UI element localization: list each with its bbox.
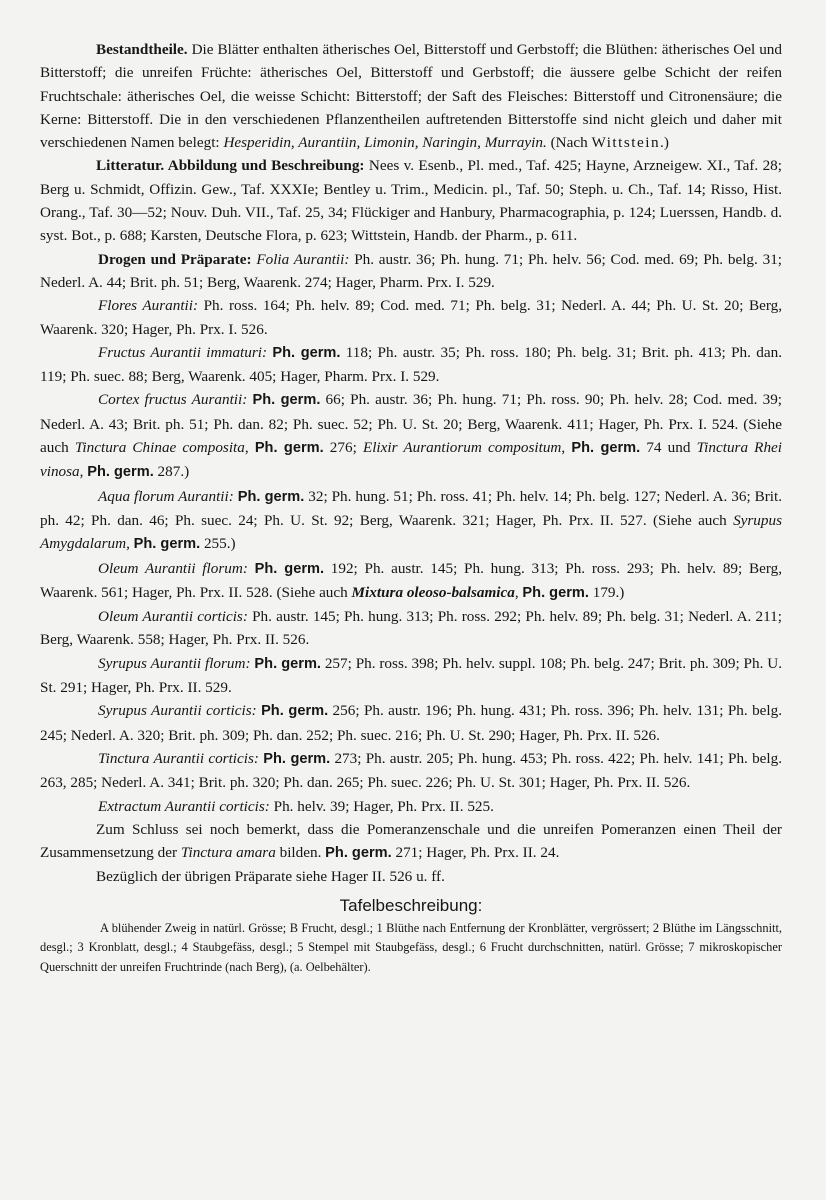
schluss-text: 271; Hager, Ph. Prx. II. 24. — [391, 844, 560, 862]
drogen-entry-aqua: Aqua florum Aurantii: Ph. germ. 32; Ph. hung. 51; Ph. ross. 41; Ph. helv. 14; Ph. belg. 127; Nederl. A. 36; Brit. ph. 42; Ph. dan. 46; Ph. suec. 24; Ph. U. St. 92; Berg, Waarenk. 321; Hager, Ph. Prx. II. 527. (Siehe auch Syrupus Amygdalarum, Ph. germ. 255.) — [40, 487, 783, 553]
entry-name: Fructus Aurantii immaturi: — [98, 343, 268, 361]
cross-ref: Tinctura Rhei vinosa — [40, 439, 783, 481]
ph-germ-label: Ph. germ. — [263, 750, 331, 767]
entry-text: 257; Ph. ross. 398; Ph. helv. suppl. 108; Ph. belg. 247; Brit. ph. 309; Ph. U. St. 291; Hager, Ph. Prx. II. 529. — [40, 654, 783, 697]
entry-name: Syrupus Aurantii florum: — [98, 654, 251, 672]
entry-text: 74 und — [640, 439, 697, 457]
ph-germ-label: Ph. germ. — [254, 655, 321, 672]
litteratur-heading: Litteratur. Abbildung und Beschreibung: — [96, 157, 365, 175]
tafel-heading: Tafelbeschreibung: — [339, 895, 483, 915]
drogen-entry-tinctura — [40, 747, 782, 795]
ph-germ-label: Ph. germ. — [87, 464, 154, 481]
ph-germ-label: Ph. germ. — [272, 344, 341, 361]
entry-name: Oleum Aurantii corticis: — [98, 608, 248, 626]
schluss-text: Zum Schluss sei noch bemerkt, dass die Pomeranzenschale und die unreifen Pomeranzen einen Theil der Zusammensetzung der — [40, 820, 782, 862]
entry-name: Cortex fructus Aurantii: — [98, 391, 248, 409]
ph-germ-label: Ph. germ. — [522, 584, 589, 601]
entry-text: 66; Ph. austr. 36; Ph. hung. 71; Ph. ross. 90; Ph. helv. 28; Cod. med. 39; Nederl. A. 43; Brit. ph. 51; Ph. dan. 82; Ph. suec. 52; Ph. U. St. 20; Berg, Waarenk. 411; Hager, Ph. Prx. I. 524. (Siehe auch — [40, 391, 783, 457]
entry-text: Ph. ross. 164; Ph. helv. 89; Cod. med. 71; Ph. belg. 31; Nederl. A. 44; Ph. U. St. 20; Berg, Waarenk. 320; Hager, Ph. Prx. I. 526. — [40, 297, 783, 338]
litteratur-text: Nees v. Esenb., Pl. med., Taf. 425; Hayne, Arzneigew. XI., Taf. 28; Berg u. Schmidt, Offizin. Gew., Taf. XXXIe; Bentley u. Trim., Medicin. pl., Taf. 50; Steph. u. Ch., Taf. 14; Risso, Hist. Orang., Taf. 30—52; Nouv. Duh. VII., Taf. 25, 34; Flückiger and Hanbury, Pharmacographia, p. 124; Luerssen, Handb. d. syst. Bot., p. 688; Karsten, Deutsche Flora, p. 623; Wittstein, Handb. der Pharm., p. 611. — [40, 157, 782, 245]
entry-text: 179.) — [588, 583, 625, 601]
entry-text: Ph. helv. 39; Hager, Ph. Prx. II. 525. — [269, 797, 494, 815]
drogen-entry-oleum-florum: Oleum Aurantii florum: Ph. germ. 192; Ph. austr. 145; Ph. hung. 313; Ph. ross. 293; Ph. helv. 89; Berg, Waarenk. 561; Hager, Ph. Prx. II. 528. (Siehe auch Mixtura oleoso-balsamica, Ph. germ. 179.) — [40, 559, 782, 601]
bitterstoff-names: Hesperidin, Aurantiin, Limonin, Naringin, Murrayin. — [223, 134, 547, 152]
drogen-entry-syrupus-corticis — [40, 699, 782, 747]
bestandtheile-paragraph — [40, 38, 782, 154]
entry-name: Tinctura Aurantii corticis: — [98, 749, 259, 767]
litteratur-paragraph — [40, 154, 782, 247]
ph-germ-label: Ph. germ. — [261, 703, 329, 720]
entry-name: Flores Aurantii: — [98, 297, 199, 315]
entry-text: 287.) — [153, 463, 190, 481]
drogen-entry-extractum — [40, 795, 782, 818]
entry-text: Ph. austr. 145; Ph. hung. 313; Ph. ross. 292; Ph. helv. 89; Ph. belg. 31; Nederl. A. 211; Berg, Waarenk. 558; Hager, Ph. Prx. II. 526. — [40, 608, 782, 649]
tafel-caption: A blühender Zweig in natürl. Grösse; B Frucht, desgl.; 1 Blüthe nach Entfernung der Kronblätter, vergrössert; 2 Blüthe im Längsschnitt, desgl.; 3 Kronblatt, desgl.; 4 Staubgefäss, desgl.; 5 Stempel mit Staubgefäss, desgl.; 6 Frucht durchschnitten, natürl. Grösse; 7 mikroskopischer Querschnitt der unreifen Fruchtrinde (nach Berg), (a. Oelbehälter). — [40, 920, 782, 974]
drogen-heading: Drogen und Präparate: — [98, 250, 252, 268]
ph-germ-label: Ph. germ. — [325, 845, 392, 862]
cross-ref: Tinctura Chinae composita — [74, 439, 245, 457]
source-author: Wittstein — [591, 134, 661, 152]
entry-text: Ph. austr. 36; Ph. hung. 71; Ph. helv. 56; Cod. med. 69; Ph. belg. 31; Nederl. A. 44; Brit. ph. 51; Berg, Waarenk. 274; Hager, Pharm. Prx. I. 529. — [40, 250, 783, 291]
cross-ref: Syrupus Amygdalarum — [40, 511, 782, 553]
schluss-text: bilden. — [275, 844, 326, 862]
entry-name: Syrupus Aurantii corticis: — [98, 702, 257, 720]
entry-text: 273; Ph. austr. 205; Ph. hung. 453; Ph. ross. 422; Ph. helv. 141; Ph. belg. 263, 285; Nederl. A. 341; Brit. ph. 320; Ph. dan. 265; Ph. suec. 226; Ph. U. St. 301; Hager, Ph. Prx. II. 526. — [40, 749, 783, 792]
source-prefix: (Nach — [546, 134, 592, 152]
drogen-entry-syrupus-florum — [40, 652, 782, 700]
entry-text: 256; Ph. austr. 196; Ph. hung. 431; Ph. ross. 396; Ph. helv. 131; Ph. belg. 245; Nederl. A. 320; Brit. ph. 309; Ph. dan. 252; Ph. suec. 216; Ph. U. St. 290; Hager, Ph. Prx. II. 526. — [40, 702, 783, 744]
ph-germ-label: Ph. germ. — [571, 440, 641, 457]
bestandtheile-heading: Bestandtheile. — [96, 41, 188, 58]
entry-name: Aqua florum Aurantii: — [98, 487, 234, 505]
drogen-entry-oleum-corticis — [40, 605, 782, 652]
entry-text: 118; Ph. austr. 35; Ph. ross. 180; Ph. belg. 31; Brit. ph. 413; Ph. dan. 119; Ph. suec. 88; Berg, Waarenk. 405; Hager, Pharm. Prx. I. 529. — [40, 343, 782, 386]
uebrige-paragraph: Bezüglich der übrigen Präparate siehe Hager II. 526 u. ff. — [96, 868, 445, 886]
schluss-paragraph — [40, 818, 782, 866]
entry-name: Extractum Aurantii corticis: — [98, 797, 270, 815]
ph-germ-label: Ph. germ. — [252, 392, 321, 409]
drogen-entry-fructus — [40, 341, 782, 389]
entry-text: 255.) — [200, 535, 236, 553]
source-suffix: .) — [660, 134, 669, 152]
cross-ref: Tinctura amara — [180, 844, 276, 862]
bestandtheile-text: Die Blätter enthalten ätherisches Oel, Bitterstoff und Gerbstoff; die Blüthen: ätherisches Oel und Bitterstoff; die unreifen Früchte: ätherisches Oel, Bitterstoff und Gerbstoff; die äussere gelbe Schicht der reifen Fruchtschale: ätherisches Oel, die weisse Schicht: Bitterstoff; der Saft des Fleisches: Bitterstoff und Citronensäure; die Kerne: Bitterstoff. Die in den verschiedenen Pflanzentheilen auftretenden Bitterstoffe sind nicht gleich und daher mit verschiedenen Namen belegt: — [40, 41, 782, 152]
drogen-entry-cortex: Cortex fructus Aurantii: Ph. germ. 66; Ph. austr. 36; Ph. hung. 71; Ph. ross. 90; Ph. helv. 28; Cod. med. 39; Nederl. A. 43; Brit. ph. 51; Ph. dan. 82; Ph. suec. 52; Ph. U. St. 20; Berg, Waarenk. 411; Hager, Ph. Prx. I. 524. (Siehe auch Tinctura Chinae composita, Ph. germ. 276; Elixir Aurantiorum compositum, Ph. germ. 74 und Tinctura Rhei vinosa, Ph. germ. 287.) — [40, 391, 783, 481]
cross-ref: Mixtura oleoso-balsamica — [351, 583, 515, 601]
entry-text: 32; Ph. hung. 51; Ph. ross. 41; Ph. helv. 14; Ph. belg. 127; Nederl. A. 36; Brit. ph. 42; Ph. dan. 46; Ph. suec. 24; Ph. U. St. 92; Berg, Waarenk. 321; Hager, Ph. Prx. II. 527. (Siehe auch — [40, 487, 783, 529]
ph-germ-label: Ph. germ. — [254, 440, 324, 457]
entry-text: 192; Ph. austr. 145; Ph. hung. 313; Ph. ross. 293; Ph. helv. 89; Berg, Waarenk. 561; Hager, Ph. Prx. II. 528. (Siehe auch — [40, 559, 782, 601]
drogen-entry-flores — [40, 294, 782, 341]
ph-germ-label: Ph. germ. — [254, 560, 325, 577]
entry-text: 276; — [323, 439, 363, 457]
entry-name: Oleum Aurantii florum: — [98, 559, 248, 577]
drogen-entry-folia — [40, 248, 782, 295]
entry-name: Folia Aurantii: — [256, 250, 350, 268]
ph-germ-label: Ph. germ. — [133, 536, 201, 553]
ph-germ-label: Ph. germ. — [237, 488, 305, 505]
cross-ref: Elixir Aurantiorum compositum — [362, 439, 562, 457]
